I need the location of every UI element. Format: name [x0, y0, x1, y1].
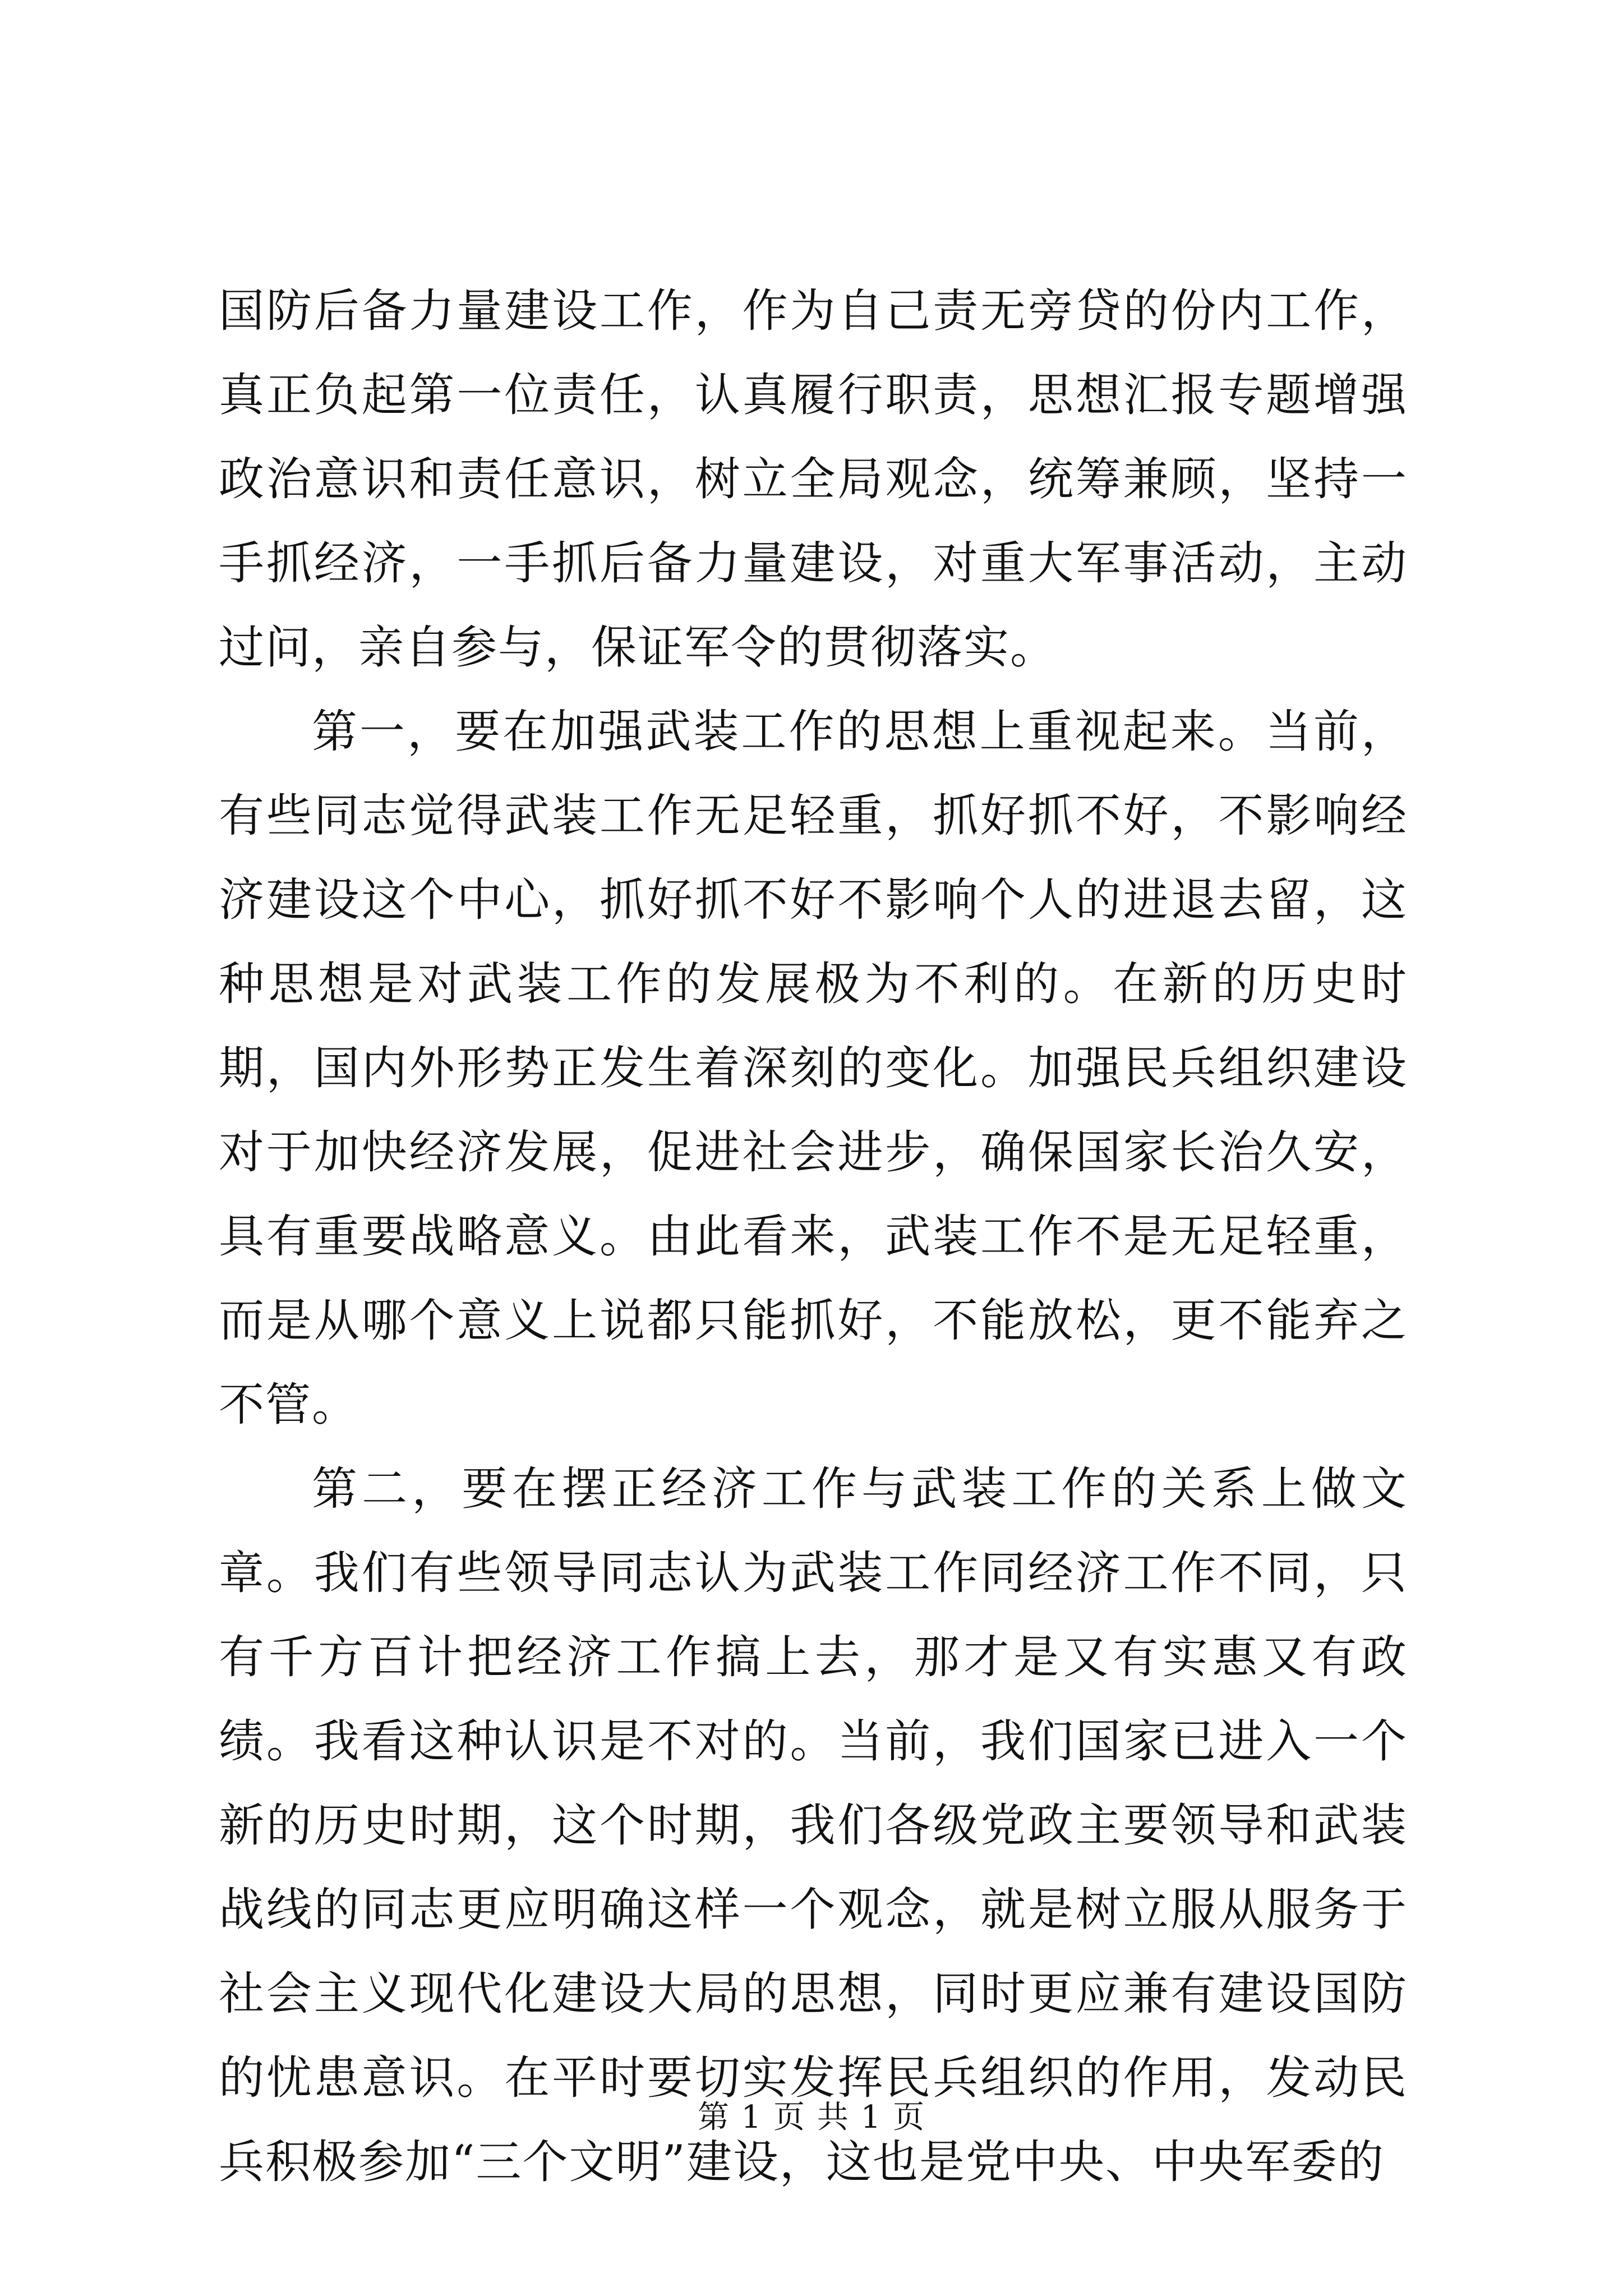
page-footer: 第 1 页 共 1 页: [697, 2099, 926, 2136]
paragraph-1: 国防后备力量建设工作，作为自己责无旁贷的份内工作，真正负起第一位责任，认真履行职责，思想汇报专题增强政治意识和责任意识，树立全局观念，统筹兼顾，坚持一手抓经济，一手抓后备力量建设，对重大军事活动，主动过问，亲自参与，保证军令的贯彻落实。: [219, 285, 1408, 674]
paragraph-3: 第二，要在摆正经济工作与武装工作的关系上做文章。我们有些领导同志认为武装工作同经济工作不同，只有千方百计把经济工作搞上去，那才是又有实惠又有政绩。我看这种认识是不对的。当前，我们国家已进入一个新的历史时期，这个时期，我们各级党政主要领导和武装战线的同志更应明确这样一个观念，就是树立服从服务于社会主义现代化建设大局的思想，同时更应兼有建设国防的忧患意识。在平时要切实发挥民兵组织的作用，发动民兵积极参加“三个文明”建设，这也是党中央、中央军委的: [219, 1463, 1408, 2189]
paragraph-2: 第一，要在加强武装工作的思想上重视起来。当前，有些同志觉得武装工作无足轻重，抓好抓不好，不影响经济建设这个中心，抓好抓不好不影响个人的进退去留，这种思想是对武装工作的发展极为不利的。在新的历史时期，国内外形势正发生着深刻的变化。加强民兵组织建设对于加快经济发展，促进社会进步，确保国家长治久安，具有重要战略意义。由此看来，武装工作不是无足轻重，而是从哪个意义上说都只能抓好，不能放松，更不能弃之不管。: [219, 706, 1408, 1432]
document-body: [219, 269, 1408, 2205]
